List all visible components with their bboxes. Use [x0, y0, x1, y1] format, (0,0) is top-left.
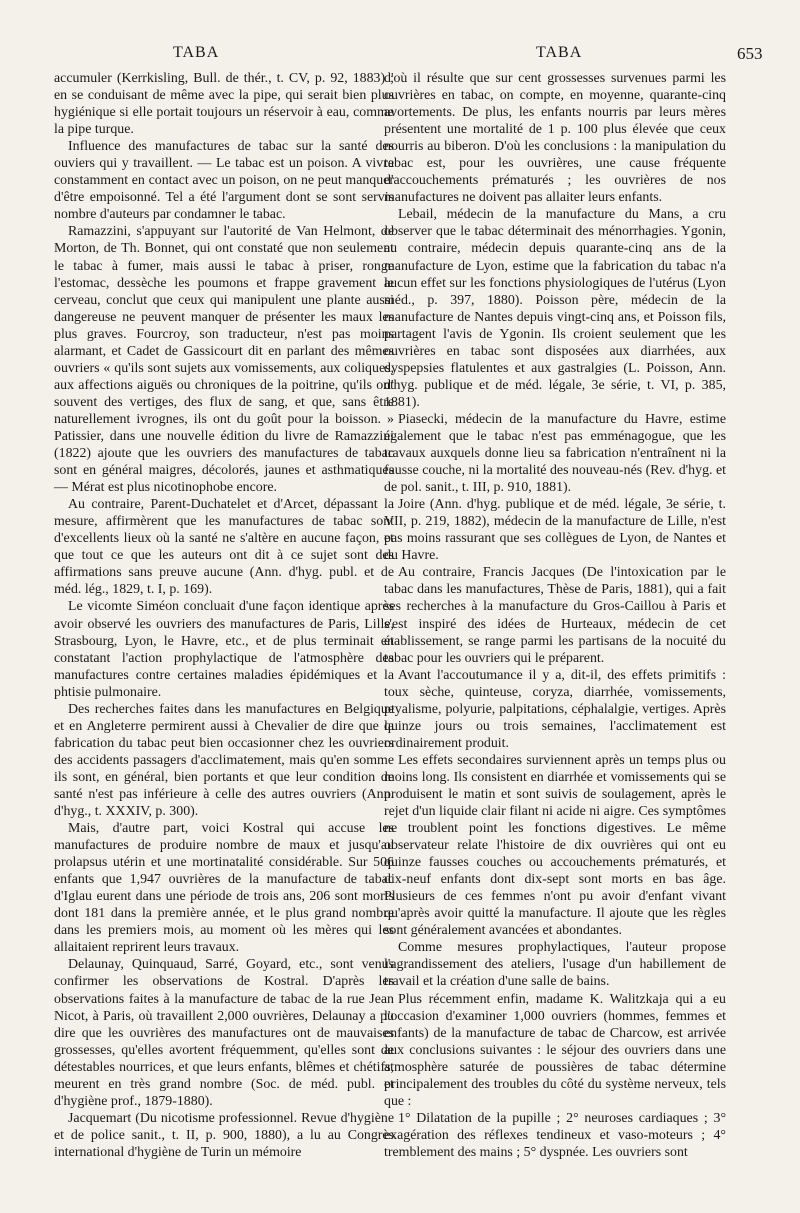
paragraph: accumuler (Kerrkisling, Bull. de thér., t. CV, p. 92, 1883) ; en se conduisant de même avec la pipe, qui serait bien plus hygiénique si elle portait toujours un réservoir à eau, comme la pipe turque.	[54, 71, 394, 138]
paragraph: Piasecki, médecin de la manufacture du Havre, estime également que le tabac n'est pas emménagogue, que les travaux auxquels donne lieu sa fabrication n'entraînent ni la fausse couche, ni la mortalité des nouveau-nés (Rev. d'hyg. et de pol. sanit., t. III, p. 910, 1881).	[384, 411, 726, 496]
left-text-column	[54, 70, 394, 1161]
paragraph: Mais, d'autre part, voici Kostral qui accuse les manufactures de produire nombre de maux et jusqu'au prolapsus utérin et une mortinatalité considérable. Sur 506 enfants que 1,947 ouvrières de la manufacture de tabac d'Iglau eurent dans une période de trois ans, 206 sont morts dont 181 dans la première année, et le plus grand nombre dans les premiers mois, au moment où les mères qui les allaitaient reprirent leurs travaux.	[54, 821, 394, 956]
running-title-left: TABA	[173, 44, 220, 61]
paragraph: Joire (Ann. d'hyg. publique et de méd. légale, 3e série, t. VII, p. 219, 1882), médecin de la manufacture de Lille, n'est pas moins rassurant que ses collègues de Lyon, de Nantes et du Havre.	[384, 497, 726, 564]
paragraph: Lebail, médecin de la manufacture du Mans, a cru observer que le tabac déterminait des ménorrhagies. Ygonin, au contraire, médecin depuis quarante-cinq ans de la manufacture de Lyon, estime que la fabrication du tabac n'a aucun effet sur les fonctions physiologiques de l'utérus (Lyon méd., p. 397, 1880). Poisson père, médecin de la manufacture de Nantes depuis vingt-cinq ans, et Poisson fils, partagent l'avis de Ygonin. Ils croient seulement que les ouvrières en tabac sont disposées aux diarrhées, aux dyspepsies flatulentes et aux gastralgies (L. Poisson, Ann. d'hyg. publique et de méd. légale, 3e série, t. VI, p. 385, 1881).	[384, 207, 726, 410]
paragraph: Au contraire, Francis Jacques (De l'intoxication par le tabac dans les manufactures, Thèse de Paris, 1881), qui a fait ses recherches à la manufacture du Gros-Caillou à Paris et s'est inspiré des idées de Hurteaux, médecin de cet établissement, se range parmi les partisans de la nocuité du tabac pour les ouvriers qui le préparent.	[384, 565, 726, 666]
paragraph: Delaunay, Quinquaud, Sarré, Goyard, etc., sont venus confirmer les observations de Kostral. D'après les observations faites à la manufacture de tabac de la rue Jean Nicot, à Paris, où travaillent 2,000 ouvrières, Delaunay a pu dire que les ouvrières des manufactures ont de mauvaises grossesses, qu'elles avortent fréquemment, qu'elles sont de détestables nourrices, et que leurs enfants, blêmes et chétifs, meurent en très grand nombre (Soc. de méd. publ. et d'hygiène prof., 1879-1880).	[54, 957, 394, 1109]
page-number: 653	[737, 44, 763, 63]
paragraph: Comme mesures prophylactiques, l'auteur propose l'agrandissement des ateliers, l'usage d'un habillement de travail et la création d'une salle de bains.	[384, 940, 726, 990]
paragraph: d'où il résulte que sur cent grossesses survenues parmi les ouvrières en tabac, on compte, en moyenne, quarante-cinq avortements. De plus, les enfants nourris par leurs mères présentent une mortalité de 1 p. 100 plus élevée que ceux nourris au biberon. D'où les conclusions : la manipulation du tabac est, pour les ouvrières, une cause fréquente d'accouchements prématurés ; les ouvrières de nos manufactures ne doivent pas allaiter leurs enfants.	[384, 71, 726, 206]
paragraph: Des recherches faites dans les manufactures en Belgique et en Angleterre permirent aussi à Chevalier de dire que la fabrication du tabac peut bien occasionner chez les ouvriers des accidents passagers d'acclimatement, mais qu'en somme ils sont, en général, bien portants et que leur condition de santé n'est pas inférieure à celle des autres ouvriers (Ann. d'hyg., t. XXXIV, p. 300).	[54, 701, 394, 820]
paragraph: Ramazzini, s'appuyant sur l'autorité de Van Helmont, de Morton, de Th. Bonnet, qui ont constaté que non seulement le tabac à fumer, mais aussi le tabac à priser, ronge l'estomac, dessèche les poumons et frappe gravement le cerveau, conclut que ceux qui manipulent une plante aussi dangereuse ne peuvent manquer de présenter les maux les plus graves. Fourcroy, son traducteur, n'est pas moins alarmant, et Cadet de Gassicourt dit en parlant des mêmes ouvriers « qu'ils sont sujets aux vomissements, aux coliques, aux affections aiguës ou chroniques de la poitrine, qu'ils ont souvent des vertiges, des flux de sang, et que, sans être naturellement ivrognes, ils ont du goût pour la boisson. » Patissier, dans une nouvelle édition du livre de Ramazzini (1822) ajoute que les ouvriers des manufactures de tabac sont en général maigres, décolorés, jaunes et asthmatiques — Mérat est plus nicotinophobe encore.	[54, 224, 394, 496]
right-text-column	[384, 70, 726, 1161]
paragraph: Influence des manufactures de tabac sur la santé des ouviers qui y travaillent. — Le tabac est un poison. A vivre constamment en contact avec un poison, on ne peut manquer d'être empoisonné. Tel a été l'argument dont se sont servis nombre d'auteurs par condamner le tabac.	[54, 139, 394, 223]
paragraph: Les effets secondaires surviennent après un temps plus ou moins long. Ils consistent en diarrhée et vomissements qui se produisent le matin et sont suivis de soulagement, après le rejet d'un liquide clair filant ni acide ni aigre. Ces symptômes ne troublent point les fonctions digestives. Le même observateur relate l'histoire de dix ouvrières qui ont eu quinze fausses couches ou accouchements prématurés, et dix-neuf enfants dont dix-sept sont morts en bas âge. Plusieurs de ces femmes n'ont pu avoir d'enfant vivant qu'après avoir quitté la manufacture. Il ajoute que les règles sont généralement avancées et abondantes.	[384, 752, 726, 939]
paragraph: Au contraire, Parent-Duchatelet et d'Arcet, dépassant la mesure, affirmèrent que les manufactures de tabac sont d'excellents lieux où la santé ne s'altère en aucune façon, et que tout ce que les auteurs ont dit à ce sujet sont des affirmations sans preuve aucune (Ann. d'hyg. publ. et de méd. lég., 1829, t. I, p. 169).	[54, 497, 394, 598]
paragraph: Le vicomte Siméon concluait d'une façon identique après avoir observé les ouvriers des manufactures de Paris, Lille, Strasbourg, Lyon, le Havre, etc., et de plus terminait en constatant l'action prophylactique de l'atmosphère des manufactures contre certaines maladies épidémiques et la phtisie pulmonaire.	[54, 599, 394, 700]
paragraph: Plus récemment enfin, madame K. Walitzkaja qui a eu l'occasion d'examiner 1,000 ouvriers (hommes, femmes et enfants) de la manufacture de tabac de Charcow, est arrivée aux conclusions suivantes : le séjour des ouvriers dans une atmosphère saturée de poussières de tabac détermine principalement des troubles du côté du système nerveux, tels que :	[384, 991, 726, 1109]
running-title-right: TABA	[536, 44, 583, 61]
paragraph: Avant l'accoutumance il y a, dit-il, des effets primitifs : toux sèche, quinteuse, coryza, diarrhée, vomissements, ptyalisme, polyurie, palpitations, céphalalgie, vertiges. Après quinze jours ou trois semaines, l'acclimatement est ordinairement produit.	[384, 667, 726, 751]
paragraph: Jacquemart (Du nicotisme professionnel. Revue d'hygiène et de police sanit., t. II, p. 900, 1880), a lu au Congrès international d'hygiène de Turin un mémoire	[54, 1110, 394, 1160]
paragraph: 1° Dilatation de la pupille ; 2° neuroses cardiaques ; 3° exagération des réflexes tendineux et vaso-moteurs ; 4° tremblement des mains ; 5° dyspnée. Les ouvriers sont	[384, 1110, 726, 1160]
